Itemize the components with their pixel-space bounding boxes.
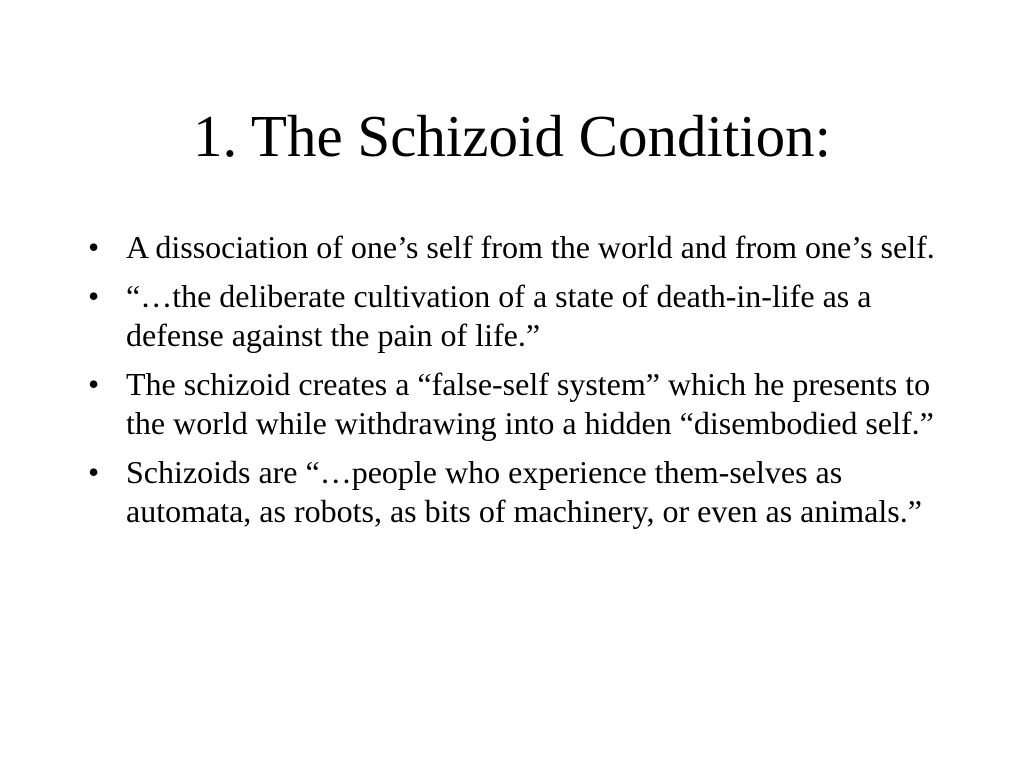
bullet-list <box>82 228 962 541</box>
bullet-marker: • <box>88 278 100 314</box>
bullet-marker: • <box>88 366 100 402</box>
bullet-item <box>82 453 962 531</box>
bullet-item <box>82 365 962 443</box>
bullet-text: The schizoid creates a “false-self system” which he presents to the world while withdrawing into a hidden “disembodied self.” <box>126 366 934 441</box>
bullet-text: “…the deliberate cultivation of a state of death-in-life as a defense against the pain of life.” <box>126 278 872 353</box>
bullet-item <box>82 277 962 355</box>
bullet-marker: • <box>88 454 100 490</box>
bullet-text: Schizoids are “…people who experience them-selves as automata, as robots, as bits of machinery, or even as animals.” <box>126 454 922 529</box>
slide-title: 1. The Schizoid Condition: <box>192 103 832 169</box>
bullet-marker: • <box>88 229 100 265</box>
bullet-item <box>82 228 962 267</box>
bullet-text: A dissociation of one’s self from the world and from one’s self. <box>126 229 935 265</box>
